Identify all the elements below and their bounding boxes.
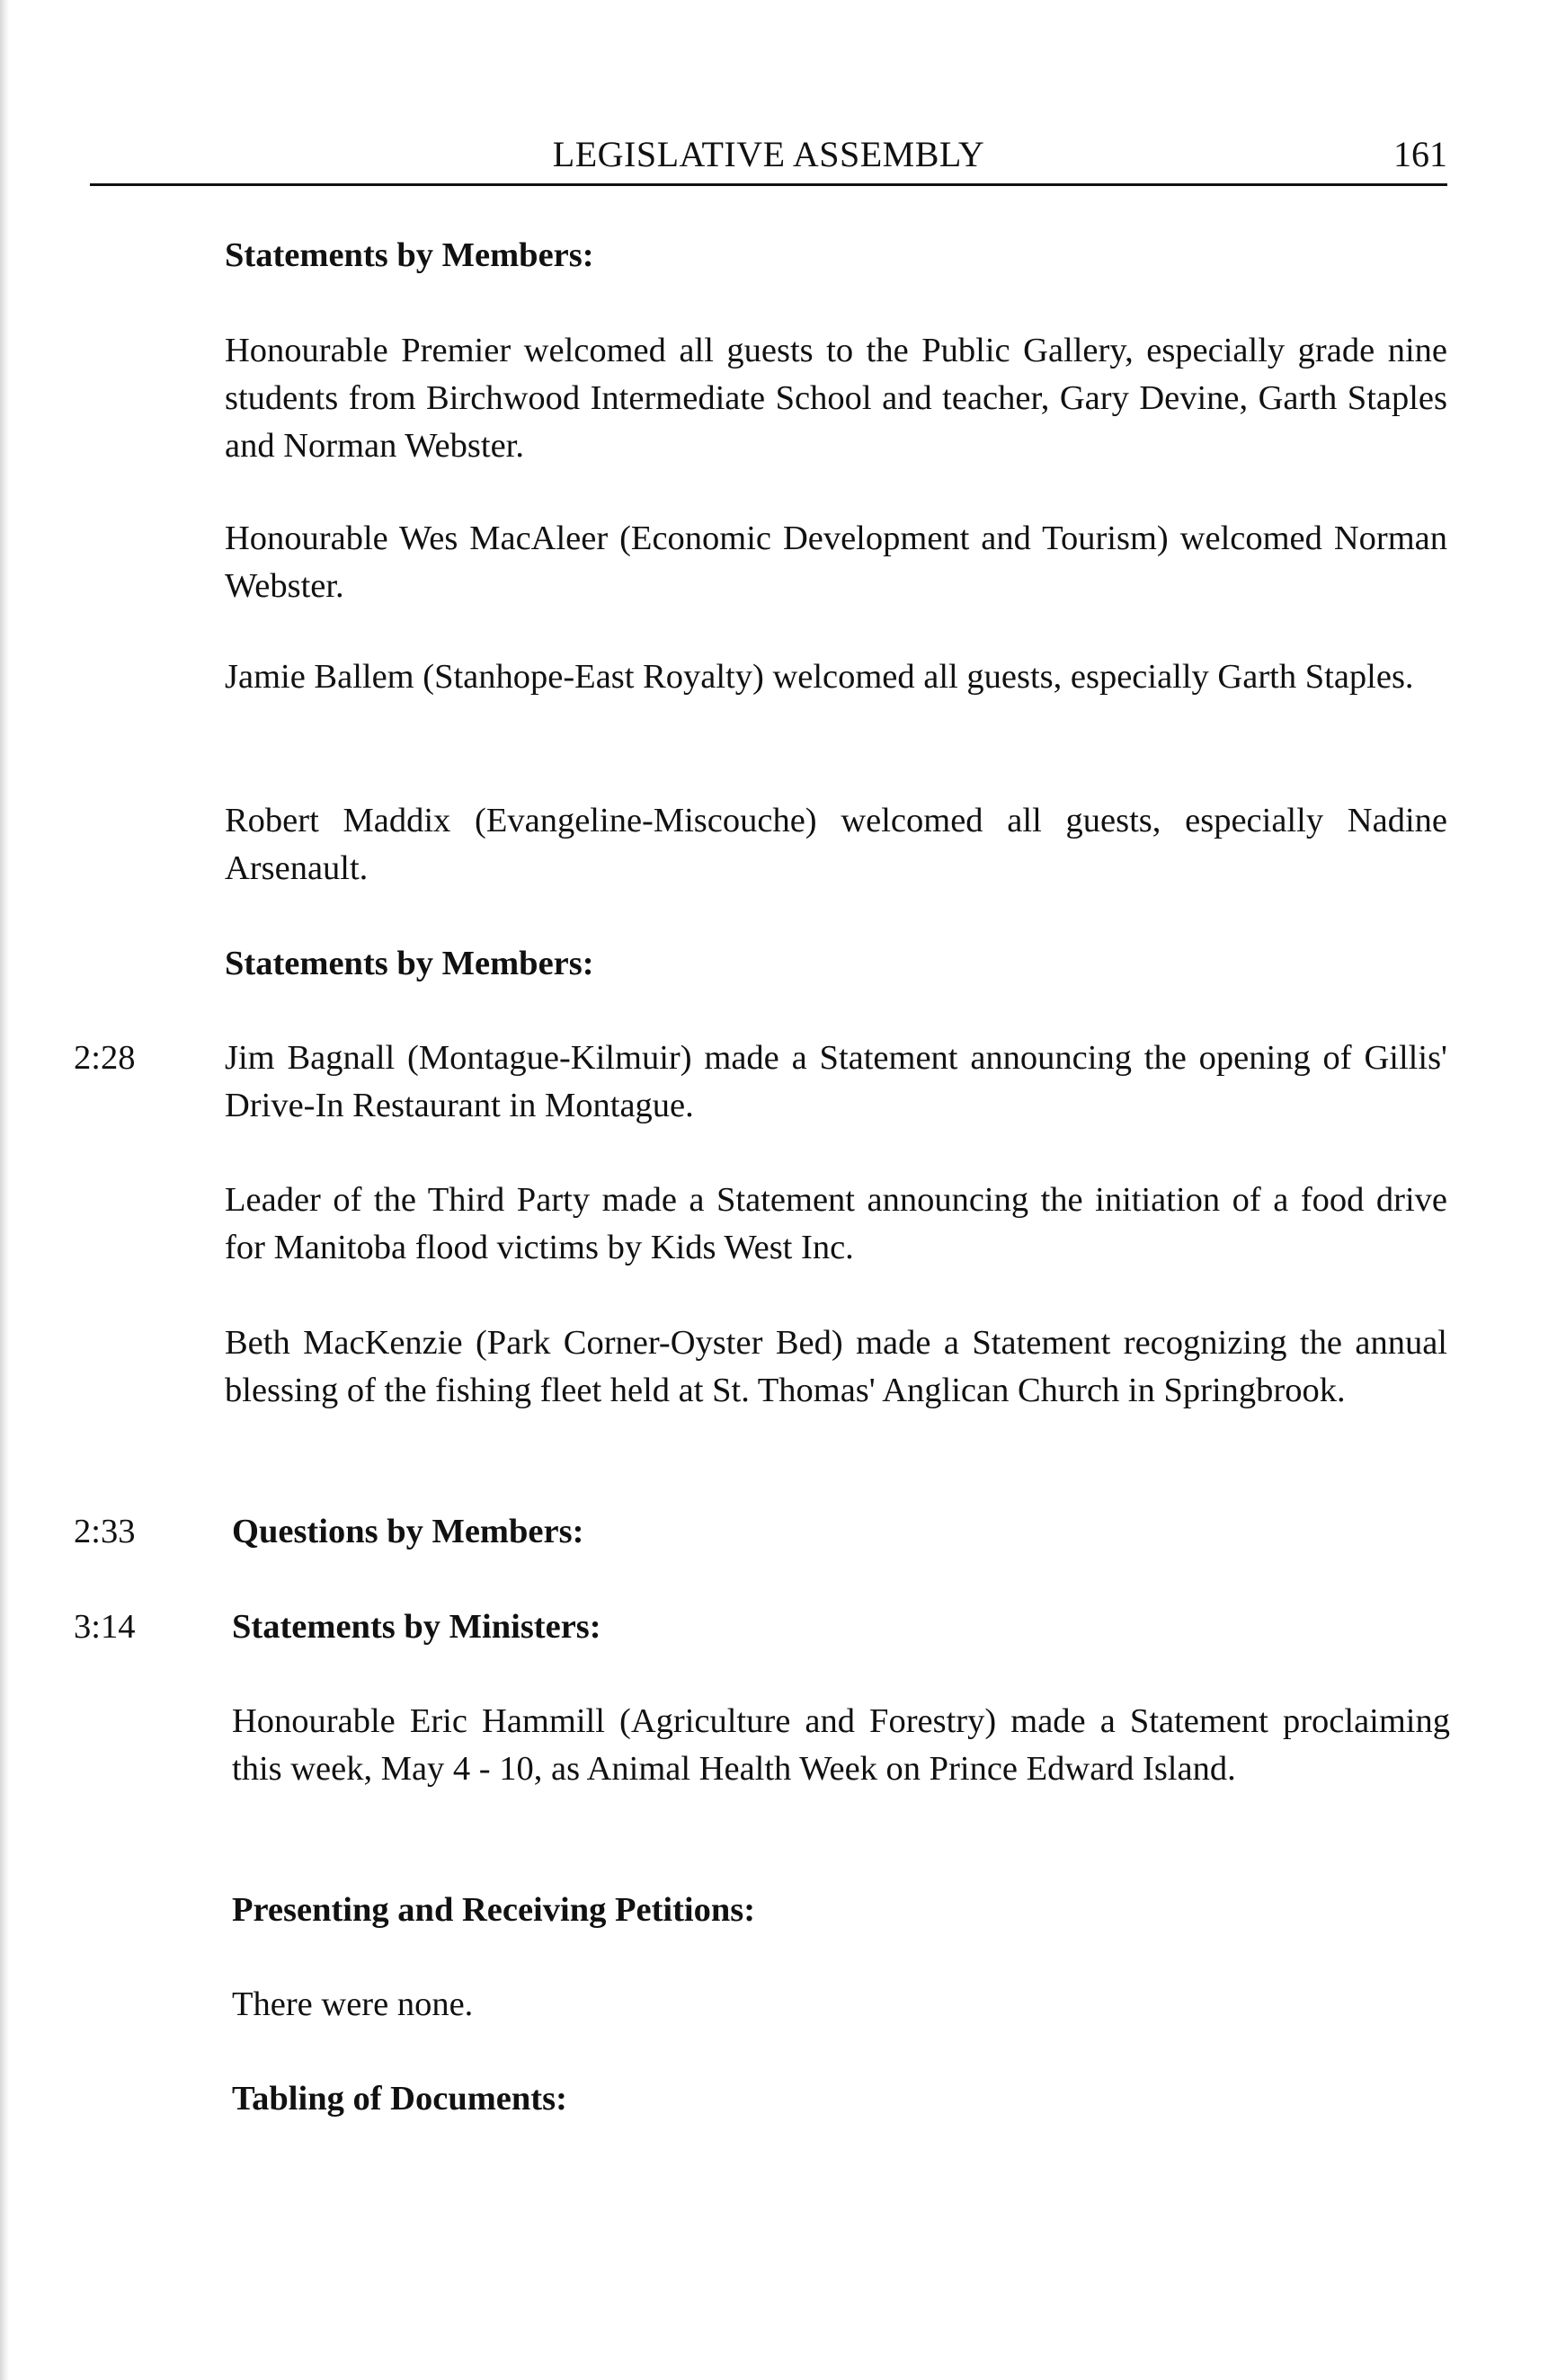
paragraph: Beth MacKenzie (Park Corner-Oyster Bed) made a Statement recognizing the annual blessing of the fishing fleet held at St. Thomas' Anglican Church in Springbrook. (225, 1324, 1447, 1409)
section-heading-statements-by-members: Statements by Members: (225, 945, 594, 982)
section-heading-petitions: Presenting and Receiving Petitions: (232, 1891, 756, 1929)
paragraph: Leader of the Third Party made a Statement announcing the initiation of a food drive for Manitoba flood victims by Kids West Inc. (225, 1181, 1447, 1266)
paragraph: Honourable Premier welcomed all guests to the Public Gallery, especially grade nine students from Birchwood Intermediate School and teacher, Gary Devine, Garth Staples and Norman Webster. (225, 332, 1447, 465)
paragraph: Robert Maddix (Evangeline-Miscouche) welcomed all guests, especially Nadine Arsenault. (225, 802, 1447, 887)
paragraph: Honourable Wes MacAleer (Economic Development and Tourism) welcomed Norman Webster. (225, 520, 1447, 605)
paragraph: There were none. (232, 1985, 474, 2023)
paragraph: Jamie Ballem (Stanhope-East Royalty) welcomed all guests, especially Garth Staples. (225, 658, 1414, 696)
time-stamp: 2:28 (74, 1039, 136, 1077)
paragraph: Honourable Eric Hammill (Agriculture and Forestry) made a Statement proclaiming this week, May 4 - 10, as Animal Health Week on Prince Edward Island. (232, 1702, 1450, 1788)
section-heading-tabling-of-documents: Tabling of Documents: (232, 2080, 567, 2118)
scan-edge-shadow (0, 0, 9, 2380)
section-heading-statements-by-ministers: Statements by Ministers: (232, 1608, 601, 1646)
page-header (90, 126, 1447, 186)
page-number: 161 (1393, 134, 1447, 174)
section-heading-statements-by-members: Statements by Members: (225, 236, 594, 274)
time-stamp: 2:33 (74, 1513, 136, 1550)
paragraph: Jim Bagnall (Montague-Kilmuir) made a Statement announcing the opening of Gillis' Drive-In Restaurant in Montague. (225, 1039, 1447, 1124)
header-title: LEGISLATIVE ASSEMBLY (552, 134, 985, 174)
time-stamp: 3:14 (74, 1608, 136, 1646)
section-heading-questions-by-members: Questions by Members: (232, 1513, 584, 1550)
